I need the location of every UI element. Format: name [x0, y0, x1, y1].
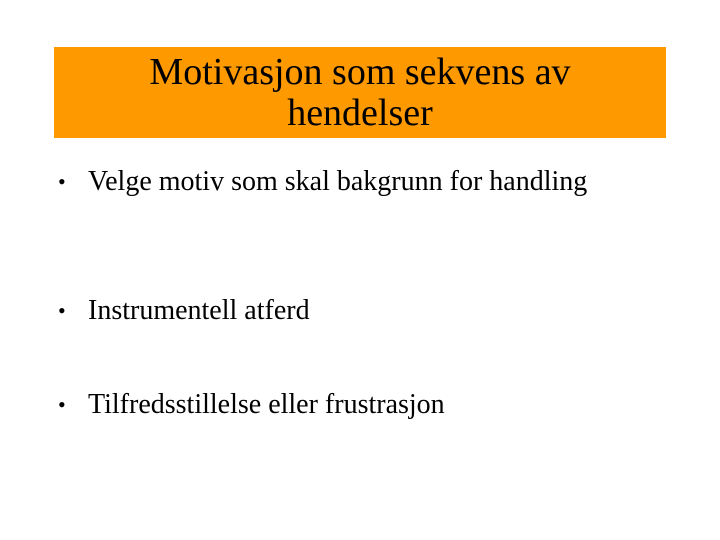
bullet-text: Instrumentell atferd: [88, 295, 310, 326]
bullet-item: [58, 293, 658, 329]
slide-title: Motivasjon som sekvens av hendelser: [149, 50, 571, 134]
bullet-text: Velge motiv som skal bakgrunn for handling: [88, 166, 588, 197]
bullet-icon: •: [58, 392, 66, 417]
bullet-text: Tilfredsstillelse eller frustrasjon: [88, 389, 445, 420]
bullet-item: [58, 164, 658, 200]
title-banner: [54, 47, 666, 138]
bullet-icon: •: [58, 169, 66, 194]
bullet-item: [58, 387, 658, 423]
bullet-icon: •: [58, 298, 66, 323]
